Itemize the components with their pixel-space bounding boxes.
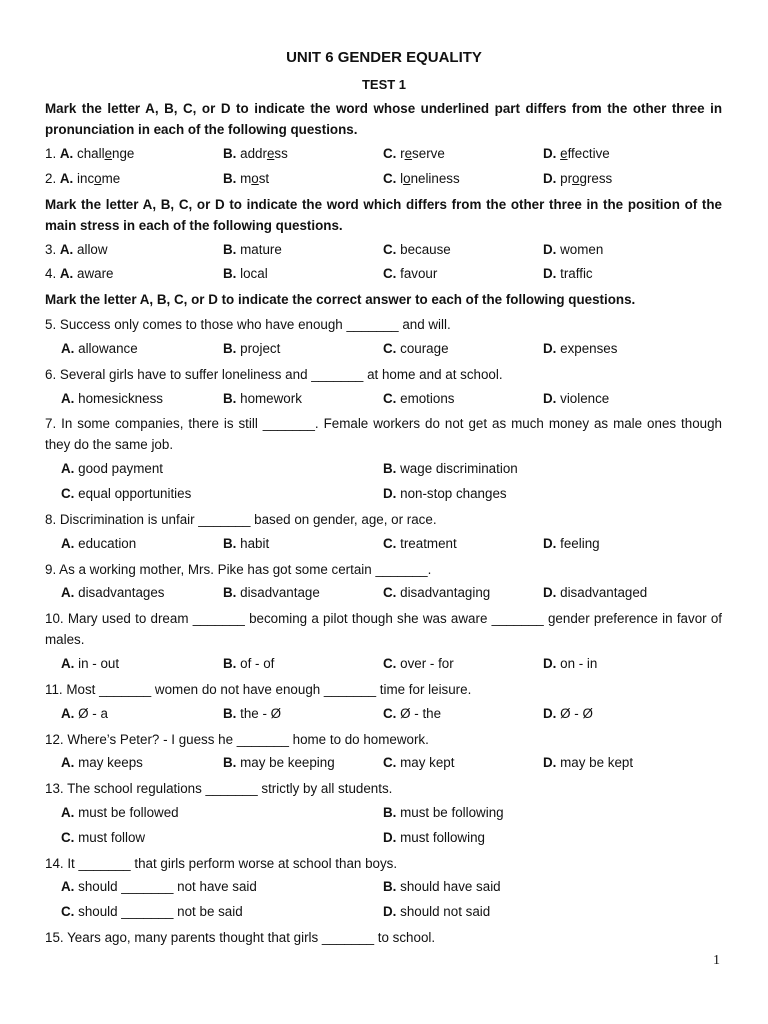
option-text-rest: nge [112,146,135,161]
answer-option[interactable] [223,389,302,409]
answer-option[interactable] [61,339,138,359]
answer-option[interactable] [45,240,108,260]
answer-option[interactable] [383,240,451,260]
document-title: UNIT 6 GENDER EQUALITY [286,49,482,66]
answer-option[interactable] [61,877,257,897]
option-text-rest: me [101,170,121,186]
answer-option[interactable] [223,534,269,554]
answer-option[interactable] [61,583,164,603]
question-text: 9. As a working mother, Mrs. Pike has got some certain _______. [45,561,432,577]
answer-option[interactable] [543,704,593,724]
option-letter: A. [59,146,78,161]
option-text: traffic [560,266,593,282]
option-letter: A. [59,241,78,257]
option-letter: A. [61,755,79,771]
option-text: education [78,535,137,551]
option-text: wage discrimination [400,461,518,477]
answer-option[interactable] [223,144,288,164]
section-instruction: Mark the letter A, B, C, or D to indicate the word which differs from the other three in the position of the main stress in each of the following questions. [45,196,722,233]
option-letter: B. [223,705,241,721]
option-text: non-stop changes [400,486,507,502]
answer-option[interactable] [543,389,609,409]
answer-option[interactable] [543,753,633,773]
option-text-rest: neliness [410,170,460,186]
option-letter: B. [383,879,401,895]
answer-option[interactable] [45,264,114,284]
question-text: 7. In some companies, there is still _______. Female workers do not get as much money as male ones though they do the same job. [45,416,722,453]
answer-option[interactable] [543,654,597,674]
option-text: pr [560,170,573,186]
answer-option[interactable] [223,339,280,359]
option-text: r [400,146,405,161]
option-text: homework [240,390,302,406]
option-text: women [560,241,604,257]
option-letter: C. [383,170,401,186]
answer-option[interactable] [45,144,134,164]
test-label: TEST 1 [361,77,407,92]
option-letter: B. [223,146,241,161]
option-letter: A. [59,266,78,282]
option-text: Ø - the [400,705,442,721]
option-text: must following [400,829,485,845]
option-letter: B. [223,341,241,356]
answer-option[interactable] [383,169,460,189]
answer-option[interactable] [383,264,437,284]
option-letter: A. [61,341,79,356]
option-text: disadvantage [240,585,320,601]
answer-option[interactable] [543,240,603,260]
question-number: 3. [45,241,60,257]
question-text: 8. Discrimination is unfair _______ based on gender, age, or race. [45,512,437,527]
underlined-letter: e [560,146,568,161]
answer-option[interactable] [223,264,268,284]
option-text: treatment [400,535,457,551]
option-text-rest: ffective [567,146,610,161]
option-text: should _______ not be said [78,904,243,920]
question-number: 1. [45,146,60,161]
answer-option[interactable] [383,389,454,409]
answer-option[interactable] [383,654,454,674]
option-text: equal opportunities [78,486,192,502]
option-letter: C. [383,390,401,406]
option-text: must follow [78,829,146,845]
answer-option[interactable] [383,484,507,504]
option-letter: D. [543,705,561,721]
option-text: emotions [400,390,455,406]
answer-option[interactable] [383,583,490,603]
option-letter: B. [223,170,241,186]
option-letter: C. [383,341,401,356]
option-text: may keeps [78,755,143,771]
option-text: inc [77,170,95,186]
answer-option[interactable] [383,902,490,922]
answer-option[interactable] [61,704,108,724]
option-letter: A. [61,656,79,672]
option-text: over - for [400,656,454,672]
option-letter: A. [61,805,79,820]
option-letter: D. [383,904,401,920]
answer-option[interactable] [543,583,647,603]
option-text: disadvantaged [560,585,648,601]
answer-option[interactable] [383,534,457,554]
option-text-rest: gress [579,170,613,186]
answer-option[interactable] [223,704,281,724]
option-letter: C. [61,904,79,920]
option-letter: D. [543,341,561,356]
answer-option[interactable] [61,753,143,773]
option-letter: D. [543,585,561,601]
option-text: feeling [560,535,600,551]
option-letter: B. [223,585,241,601]
option-letter: D. [383,486,401,502]
answer-option[interactable] [61,654,119,674]
option-letter: D. [543,535,561,551]
answer-option[interactable] [383,753,454,773]
question-number: 2. [45,170,60,186]
option-letter: D. [543,390,561,406]
question-text: 11. Most _______ women do not have enough _______ time for leisure. [45,682,472,697]
option-text: should not said [400,904,491,920]
option-text: disadvantaging [400,585,491,601]
option-text: addr [240,146,267,161]
answer-option[interactable] [383,803,504,823]
option-text: of - of [240,656,275,672]
answer-option[interactable] [61,484,191,504]
underlined-letter: e [266,146,275,161]
answer-option[interactable] [543,534,600,554]
option-text: allow [77,241,108,257]
question-text: 15. Years ago, many parents thought that girls _______ to school. [45,930,436,945]
option-text: chall [77,146,105,161]
option-letter: A. [61,879,79,895]
option-letter: C. [383,266,401,282]
question-text: 13. The school regulations _______ strictly by all students. [45,781,393,797]
answer-option[interactable] [61,459,163,479]
option-letter: C. [383,705,401,721]
option-letter: B. [223,390,241,406]
option-letter: D. [543,755,561,771]
option-letter: C. [383,656,401,672]
option-letter: C. [383,585,401,601]
option-text: habit [240,535,270,551]
answer-option[interactable] [61,389,163,409]
option-letter: D. [543,656,561,672]
option-text: aware [77,266,114,282]
answer-option[interactable] [45,169,120,189]
option-text: local [240,266,268,282]
option-letter: D. [543,266,561,282]
question-text: 5. Success only comes to those who have enough _______ and will. [45,317,451,333]
answer-option[interactable] [383,339,449,359]
answer-option[interactable] [383,877,501,897]
option-letter: D. [543,241,561,257]
underlined-letter: o [403,170,411,186]
option-text-rest: st [258,170,270,186]
answer-option[interactable] [61,803,179,823]
answer-option[interactable] [61,902,243,922]
option-letter: A. [61,705,79,721]
option-text: disadvantages [78,585,165,601]
option-letter: D. [543,170,561,186]
answer-option[interactable] [223,583,320,603]
answer-option[interactable] [223,169,269,189]
option-text: courage [400,341,449,356]
option-text: the - Ø [240,705,282,721]
option-letter: A. [61,461,79,477]
option-text: Ø - Ø [560,705,593,721]
option-letter: D. [383,829,401,845]
answer-option[interactable] [223,753,335,773]
answer-option[interactable] [543,144,610,164]
answer-option[interactable] [61,828,145,848]
option-letter: B. [383,805,401,820]
option-text: must be followed [78,805,179,820]
option-text: may be kept [560,755,634,771]
answer-option[interactable] [383,704,441,724]
option-letter: A. [59,170,78,186]
answer-option[interactable] [223,240,282,260]
option-letter: C. [383,535,401,551]
option-letter: A. [61,390,79,406]
option-text: because [400,241,451,257]
option-letter: B. [223,755,241,771]
answer-option[interactable] [61,534,136,554]
option-text: favour [400,266,438,282]
option-letter: B. [223,656,241,672]
option-text: Ø - a [78,705,108,721]
option-text-rest: ss [274,146,288,161]
option-text: violence [560,390,610,406]
option-text: l [400,170,404,186]
answer-option[interactable] [543,339,617,359]
answer-option[interactable] [383,828,485,848]
option-text: should _______ not have said [78,879,257,895]
option-text: allowance [78,341,138,356]
option-letter: D. [543,146,561,161]
option-text: project [240,341,281,356]
option-letter: C. [61,829,79,845]
option-text: on - in [560,656,598,672]
option-letter: C. [383,755,401,771]
option-letter: B. [223,266,241,282]
underlined-letter: o [94,170,102,186]
option-letter: C. [61,486,79,502]
option-letter: A. [61,585,79,601]
option-text: m [240,170,252,186]
underlined-letter: e [104,146,113,161]
option-letter: B. [223,535,241,551]
option-letter: C. [383,241,401,257]
option-text: should have said [400,879,501,895]
option-text: mature [240,241,282,257]
option-text: homesickness [78,390,163,406]
page-number: 1 [713,953,720,968]
answer-option[interactable] [223,654,274,674]
answer-option[interactable] [543,264,593,284]
underlined-letter: o [572,170,580,186]
question-text: 14. It _______ that girls perform worse at school than boys. [45,855,398,871]
option-text: may be keeping [240,755,335,771]
section-instruction: Mark the letter A, B, C, or D to indicate the word whose underlined part differs from the other three in pronunciation in each of the following questions. [45,101,722,137]
answer-option[interactable] [543,169,612,189]
question-text: 12. Where’s Peter? - I guess he _______ home to do homework. [45,731,429,747]
underlined-letter: o [251,170,259,186]
question-text: 6. Several girls have to suffer loneliness and _______ at home and at school. [45,366,503,382]
section-instruction: Mark the letter A, B, C, or D to indicate the correct answer to each of the following questions. [45,292,636,308]
option-letter: A. [61,535,79,551]
option-text: may kept [400,755,455,771]
answer-option[interactable] [383,144,445,164]
option-text-rest: serve [412,146,445,161]
option-text: must be following [400,805,504,820]
option-text: good payment [78,461,163,477]
answer-option[interactable] [383,459,518,479]
option-letter: B. [223,241,241,257]
option-text: in - out [78,656,120,672]
option-text: expenses [560,341,618,356]
option-letter: C. [383,146,401,161]
question-text: 10. Mary used to dream _______ becoming a pilot though she was aware _______ gender preference in favor of males. [45,611,722,648]
option-letter: B. [383,461,401,477]
underlined-letter: e [404,146,413,161]
question-number: 4. [45,266,60,282]
